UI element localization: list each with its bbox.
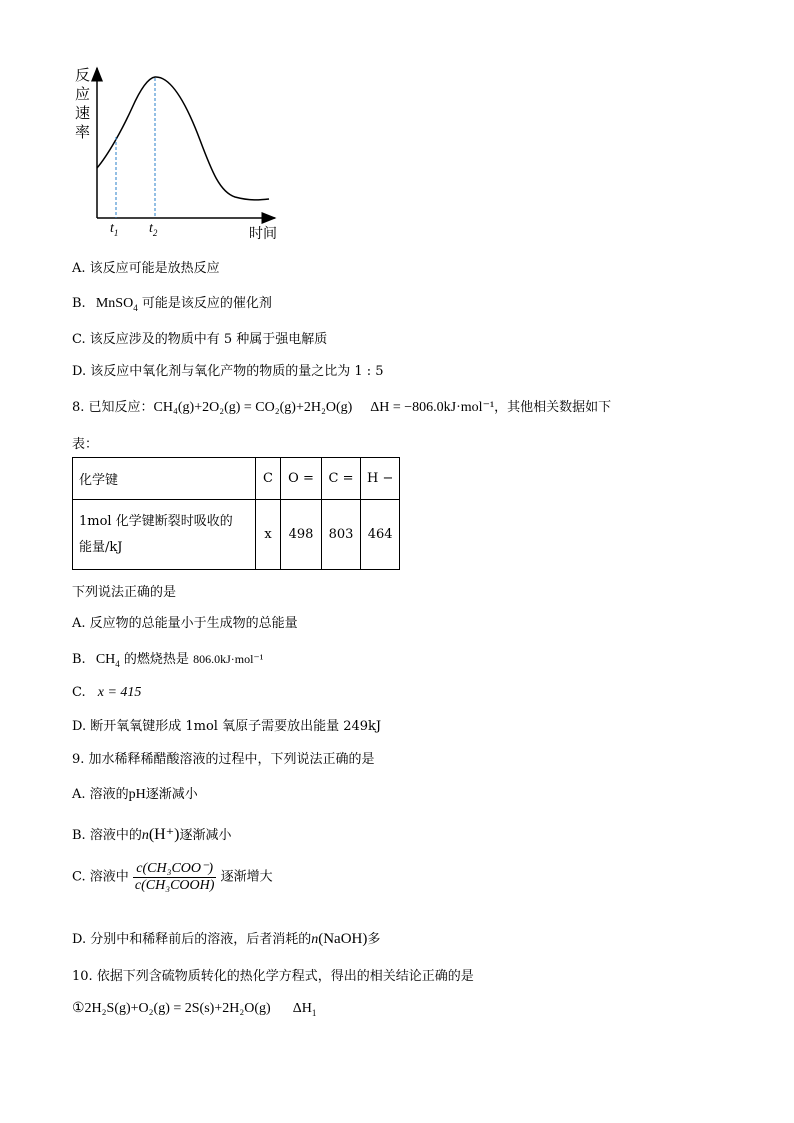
row-label-line: 能量/kJ bbox=[79, 539, 123, 555]
t2-label: $t_2$ bbox=[149, 221, 158, 238]
ylabel-char: 反 bbox=[75, 66, 91, 84]
q7-b-suffix: 可能是该反应的催化剂 bbox=[141, 296, 272, 311]
table-header-cell: O = bbox=[281, 458, 322, 500]
q8-b-formula: $CH_4$ bbox=[95, 652, 120, 669]
ylabel-char: 速 bbox=[75, 104, 91, 122]
ylabel-char: 应 bbox=[75, 85, 91, 103]
q9-c-prefix: C. 溶液中 bbox=[72, 869, 129, 885]
q9-a-ph: pH bbox=[128, 787, 146, 802]
table-header-cell: C = bbox=[322, 458, 361, 500]
t1-label: $t_1$ bbox=[110, 221, 119, 238]
q7-option-d: D. 该反应中氧化剂与氧化产物的物质的量之比为 1 : 5 bbox=[72, 364, 384, 379]
rate-curve bbox=[97, 77, 269, 200]
q9-b-suffix: 逐渐减小 bbox=[179, 828, 232, 843]
q7-option-b bbox=[72, 292, 272, 313]
q9-option-a bbox=[72, 783, 198, 803]
q7-option-a: A. 该反应可能是放热反应 bbox=[72, 261, 220, 276]
q8-prefix: 8. 已知反应： bbox=[72, 400, 154, 415]
table-cell: 464 bbox=[361, 500, 400, 570]
table-cell: 498 bbox=[281, 500, 322, 570]
q7-b-formula: MnSO$_4$ bbox=[95, 296, 138, 313]
q9-a-prefix: A. 溶液的 bbox=[72, 787, 129, 802]
q9-d-n: n bbox=[311, 932, 319, 947]
q9-d-species: (NaOH) bbox=[318, 931, 368, 947]
q9-c-suffix: 逐渐增大 bbox=[220, 869, 273, 885]
table-cell: x bbox=[256, 500, 281, 570]
q8-enthalpy: ΔH = −806.0kJ·mol⁻¹ bbox=[370, 400, 495, 415]
q9-a-suffix: 逐渐减小 bbox=[145, 787, 198, 802]
q9-b-prefix: B. 溶液中的 bbox=[72, 828, 142, 843]
q10-eq1: ①2H₂S(g)+O₂(g) = 2S(s)+2H₂O(g) bbox=[72, 1001, 271, 1016]
q8-question: 下列说法正确的是 bbox=[72, 585, 177, 600]
q8-suffix: ，其他相关数据如下 bbox=[494, 400, 612, 415]
table-header-cell: H − bbox=[361, 458, 400, 500]
q9-stem: 9. 加水稀释稀醋酸溶液的过程中，下列说法正确的是 bbox=[72, 752, 375, 767]
rate-time-graph bbox=[60, 60, 300, 245]
q8-b-value: 806.0kJ·mol⁻¹ bbox=[193, 652, 264, 666]
ylabel-char: 率 bbox=[75, 123, 91, 141]
q8-stem-line2: 表： bbox=[72, 437, 99, 452]
q9-option-c bbox=[72, 860, 273, 894]
q8-c-equation: x = 415 bbox=[97, 685, 142, 700]
q7-option-c: C. 该反应涉及的物质中有 5 种属于强电解质 bbox=[72, 332, 328, 347]
q9-d-suffix: 多 bbox=[367, 932, 381, 947]
q8-option-a: A. 反应物的总能量小于生成物的总能量 bbox=[72, 616, 298, 631]
q8-option-c bbox=[72, 685, 141, 701]
table-cell: 803 bbox=[322, 500, 361, 570]
q8-option-d: D. 断开氧氧键形成 1mol 氧原子需要放出能量 249kJ bbox=[72, 719, 382, 734]
table-header-cell: 化学键 bbox=[73, 458, 256, 500]
q9-option-d bbox=[72, 928, 380, 948]
table-row-label bbox=[73, 500, 256, 570]
q10-eq1-dh: $\Delta H_1$ bbox=[292, 1001, 317, 1018]
q10-stem: 10. 依据下列含硫物质转化的热化学方程式，得出的相关结论正确的是 bbox=[72, 969, 474, 984]
bond-energy-table bbox=[72, 457, 400, 570]
graph-ylabel bbox=[75, 66, 93, 142]
fraction-numerator: c(CH₃COO⁻) bbox=[133, 860, 217, 878]
q9-b-n: n bbox=[141, 828, 149, 843]
row-label-line: 1mol 化学键断裂时吸收的 bbox=[79, 513, 233, 529]
q8-stem bbox=[72, 396, 611, 416]
q7-b-prefix: B. bbox=[72, 296, 86, 311]
table-header-cell: C bbox=[256, 458, 281, 500]
q9-d-prefix: D. 分别中和稀释前后的溶液，后者消耗的 bbox=[72, 932, 312, 947]
q8-equation: CH₄(g)+2O₂(g) = CO₂(g)+2H₂O(g) bbox=[153, 400, 353, 415]
q10-equation-1 bbox=[72, 1000, 316, 1018]
q9-c-fraction bbox=[133, 860, 217, 894]
graph-xlabel: 时间 bbox=[249, 226, 277, 242]
q9-option-b bbox=[72, 824, 232, 844]
fraction-denominator: c(CH₃COOH) bbox=[134, 878, 215, 893]
q8-b-prefix: B. bbox=[72, 652, 86, 667]
q8-option-b bbox=[72, 648, 263, 669]
q9-b-ion: (H⁺) bbox=[148, 826, 180, 843]
q8-c-prefix: C. bbox=[72, 685, 86, 700]
q8-b-mid: 的燃烧热是 bbox=[123, 652, 189, 667]
